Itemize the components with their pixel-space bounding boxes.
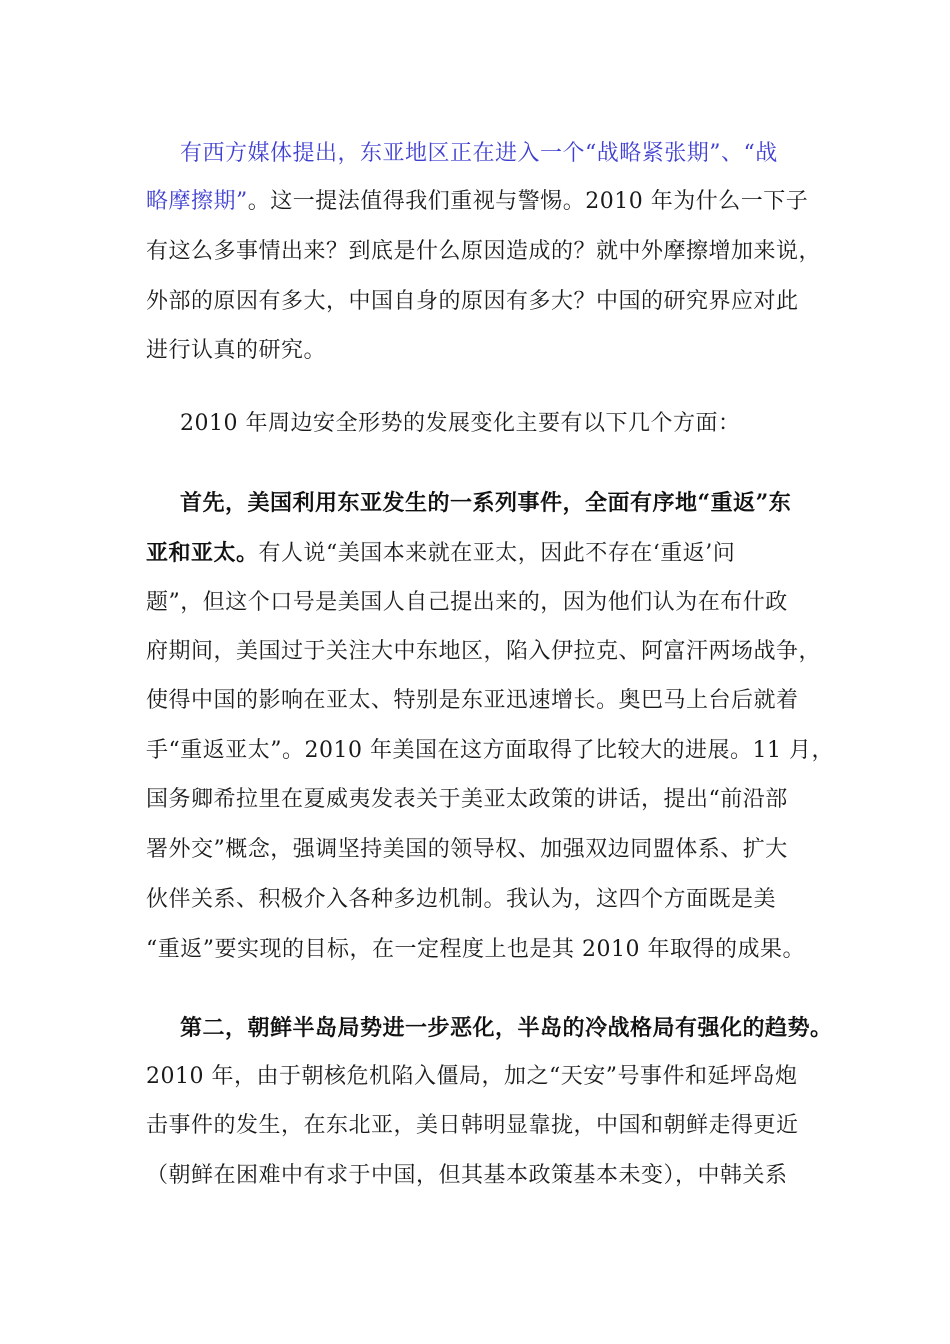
paragraph-3-line-5: 使得中国的影响在亚太、特别是东亚迅速增长。奥巴马上台后就着 (146, 688, 799, 713)
paragraph-3-line-2 (146, 538, 735, 569)
paragraph-3-line-10: “重返”要实现的目标，在一定程度上也是其 2010 年取得的成果。 (146, 937, 805, 962)
paragraph-4-line-2: 2010 年，由于朝核危机陷入僵局，加之“天安”号事件和延坪岛炮 (146, 1064, 798, 1089)
paragraph-1-line-1: 有西方媒体提出，东亚地区正在进入一个“战略紧张期”、“战 (180, 141, 778, 166)
paragraph-1-line-2-highlight: 略摩擦期” (146, 189, 248, 214)
paragraph-3-line-8: 署外交”概念，强调坚持美国的领导权、加强双边同盟体系、扩大 (146, 837, 788, 862)
paragraph-3-line-2-text: 有人说“美国本来就在亚太，因此不存在‘重返’问 (258, 541, 736, 566)
paragraph-3-line-3: 题”，但这个口号是美国人自己提出来的，因为他们认为在布什政 (146, 590, 788, 615)
paragraph-3-line-1: 首先，美国利用东亚发生的一系列事件，全面有序地“重返”东 (180, 490, 792, 516)
paragraph-3-line-6: 手“重返亚太”。2010 年美国在这方面取得了比较大的进展。11 月， (146, 738, 834, 763)
paragraph-3-line-2-bold: 亚和亚太。 (146, 540, 259, 566)
paragraph-1-line-4: 外部的原因有多大，中国自身的原因有多大？中国的研究界应对此 (146, 289, 799, 314)
paragraph-1-line-2 (146, 187, 808, 217)
paragraph-1-line-3: 有这么多事情出来？到底是什么原因造成的？就中外摩擦增加来说， (146, 239, 822, 264)
paragraph-3-line-4: 府期间，美国过于关注大中东地区，陷入伊拉克、阿富汗两场战争， (146, 639, 822, 664)
paragraph-4-line-1: 第二，朝鲜半岛局势进一步恶化，半岛的冷战格局有强化的趋势。 (180, 1015, 833, 1041)
paragraph-3-line-9: 伙伴关系、积极介入各种多边机制。我认为，这四个方面既是美 (146, 887, 777, 912)
paragraph-1-line-5: 进行认真的研究。 (146, 338, 327, 363)
paragraph-4-line-3: 击事件的发生，在东北亚，美日韩明显靠拢，中国和朝鲜走得更近 (146, 1113, 799, 1138)
paragraph-3-line-7: 国务卿希拉里在夏威夷发表关于美亚太政策的讲话，提出“前沿部 (146, 787, 788, 812)
paragraph-2-line-1: 2010 年周边安全形势的发展变化主要有以下几个方面： (180, 411, 741, 436)
paragraph-1-line-2-text: 。这一提法值得我们重视与警惕。2010 年为什么一下子 (247, 189, 809, 214)
paragraph-4-line-4: （朝鲜在困难中有求于中国，但其基本政策基本未变），中韩关系 (146, 1163, 788, 1188)
